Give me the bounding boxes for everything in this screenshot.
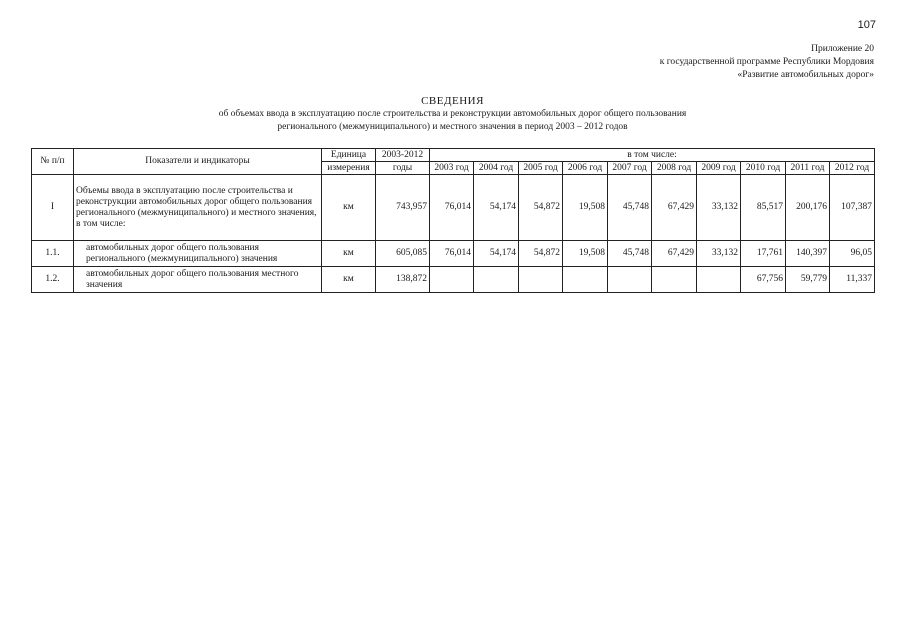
row-value: 54,872 (519, 241, 563, 267)
table-header-row (32, 149, 875, 162)
document-subtitle: регионального (межмуниципального) и местного значения в период 2003 – 2012 годов (277, 122, 628, 132)
row-value (563, 267, 608, 293)
header-unit: измерения (322, 162, 376, 175)
row-total: 138,872 (376, 267, 430, 293)
row-value: 45,748 (608, 175, 652, 241)
row-value: 33,132 (697, 175, 741, 241)
row-value: 45,748 (608, 241, 652, 267)
header-total: годы (376, 162, 430, 175)
document-title: СВЕДЕНИЯ (421, 95, 484, 107)
appendix-line: к государственной программе Республики Мордовия (659, 57, 874, 67)
row-value: 59,779 (786, 267, 830, 293)
row-value: 11,337 (830, 267, 875, 293)
header-year: 2006 год (563, 162, 608, 175)
row-num: I (32, 175, 74, 241)
row-value: 33,132 (697, 241, 741, 267)
row-value: 19,508 (563, 175, 608, 241)
row-value: 140,397 (786, 241, 830, 267)
row-total: 605,085 (376, 241, 430, 267)
row-value (608, 267, 652, 293)
row-unit: км (322, 241, 376, 267)
table-row (32, 241, 875, 267)
document-subtitle: об объемах ввода в эксплуатацию после строительства и реконструкции автомобильных дорог общего пользования (218, 109, 687, 119)
row-value: 54,872 (519, 175, 563, 241)
table-row (32, 175, 875, 241)
page-number: 107 (857, 19, 876, 31)
row-value (474, 267, 519, 293)
header-total: 2003-2012 (376, 149, 430, 162)
row-value: 76,014 (430, 241, 474, 267)
header-including: в том числе: (430, 149, 875, 162)
row-value: 67,429 (652, 241, 697, 267)
row-value: 200,176 (786, 175, 830, 241)
row-value: 85,517 (741, 175, 786, 241)
row-value: 107,387 (830, 175, 875, 241)
header-year: 2003 год (430, 162, 474, 175)
row-value (519, 267, 563, 293)
row-indicator: автомобильных дорог общего пользования местного значения (74, 267, 322, 293)
row-total: 743,957 (376, 175, 430, 241)
table-row (32, 267, 875, 293)
row-value: 67,429 (652, 175, 697, 241)
header-year: 2009 год (697, 162, 741, 175)
row-unit: км (322, 175, 376, 241)
row-value (697, 267, 741, 293)
row-value: 17,761 (741, 241, 786, 267)
header-unit: Единица (322, 149, 376, 162)
row-value: 19,508 (563, 241, 608, 267)
row-unit: км (322, 267, 376, 293)
row-indicator: Объемы ввода в эксплуатацию после строительства и реконструкции автомобильных дорог общего пользования регионального (межмуниципального) и местного значения, в том числе: (74, 175, 322, 241)
header-year: 2005 год (519, 162, 563, 175)
row-value: 67,756 (741, 267, 786, 293)
row-value: 96,05 (830, 241, 875, 267)
header-year: 2007 год (608, 162, 652, 175)
row-num: 1.1. (32, 241, 74, 267)
row-value: 76,014 (430, 175, 474, 241)
row-num: 1.2. (32, 267, 74, 293)
row-value: 54,174 (474, 175, 519, 241)
header-num: № п/п (32, 149, 74, 175)
appendix-line: «Развитие автомобильных дорог» (737, 70, 874, 80)
header-year: 2011 год (786, 162, 830, 175)
header-indicators: Показатели и индикаторы (74, 149, 322, 175)
header-year: 2012 год (830, 162, 875, 175)
row-value (430, 267, 474, 293)
header-year: 2004 год (474, 162, 519, 175)
header-year: 2008 год (652, 162, 697, 175)
row-indicator: автомобильных дорог общего пользования регионального (межмуниципального) значения (74, 241, 322, 267)
row-value: 54,174 (474, 241, 519, 267)
header-year: 2010 год (741, 162, 786, 175)
data-table (31, 148, 875, 293)
row-value (652, 267, 697, 293)
appendix-title: Приложение 20 (811, 44, 874, 54)
